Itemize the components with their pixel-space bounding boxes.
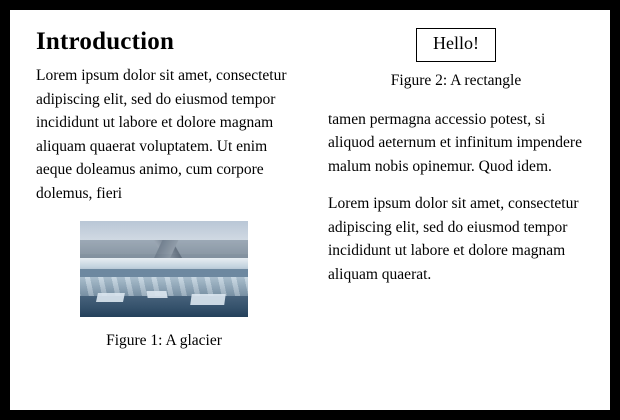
figure-2-caption: Figure 2: A rectangle <box>390 71 522 89</box>
photo-iceberg <box>96 293 125 302</box>
right-paragraph-2: Lorem ipsum dolor sit amet, consectetur adipiscing elit, sed do eiusmod tempor incididunt ut labore et dolore magnam aliquam quaerat. <box>328 195 579 283</box>
page-title: Introduction <box>36 28 175 55</box>
figure-1-caption: Figure 1: A glacier <box>106 332 222 350</box>
left-paragraph-1: Lorem ipsum dolor sit amet, consectetur adipiscing elit, sed do eiusmod tempor incididunt ut labore et dolore magnam aliquam quaerat voluptatem. Ut enim aeque doleamus animo, cum corpore dolemus, fieri <box>36 67 287 202</box>
right-paragraph-1: tamen permagna accessio potest, si aliquod aeternum et infinitum impendere malum nobis opinemur. Quod idem. <box>328 110 582 175</box>
glacier-photo <box>80 221 248 317</box>
right-column <box>310 28 584 400</box>
figure-1 <box>36 221 292 350</box>
document-page <box>10 10 610 410</box>
figure-2 <box>328 28 584 90</box>
hello-rectangle: Hello! <box>416 28 496 62</box>
photo-iceberg <box>190 294 225 305</box>
two-column-layout <box>36 28 584 400</box>
photo-iceberg <box>147 291 168 298</box>
left-column <box>36 28 310 400</box>
